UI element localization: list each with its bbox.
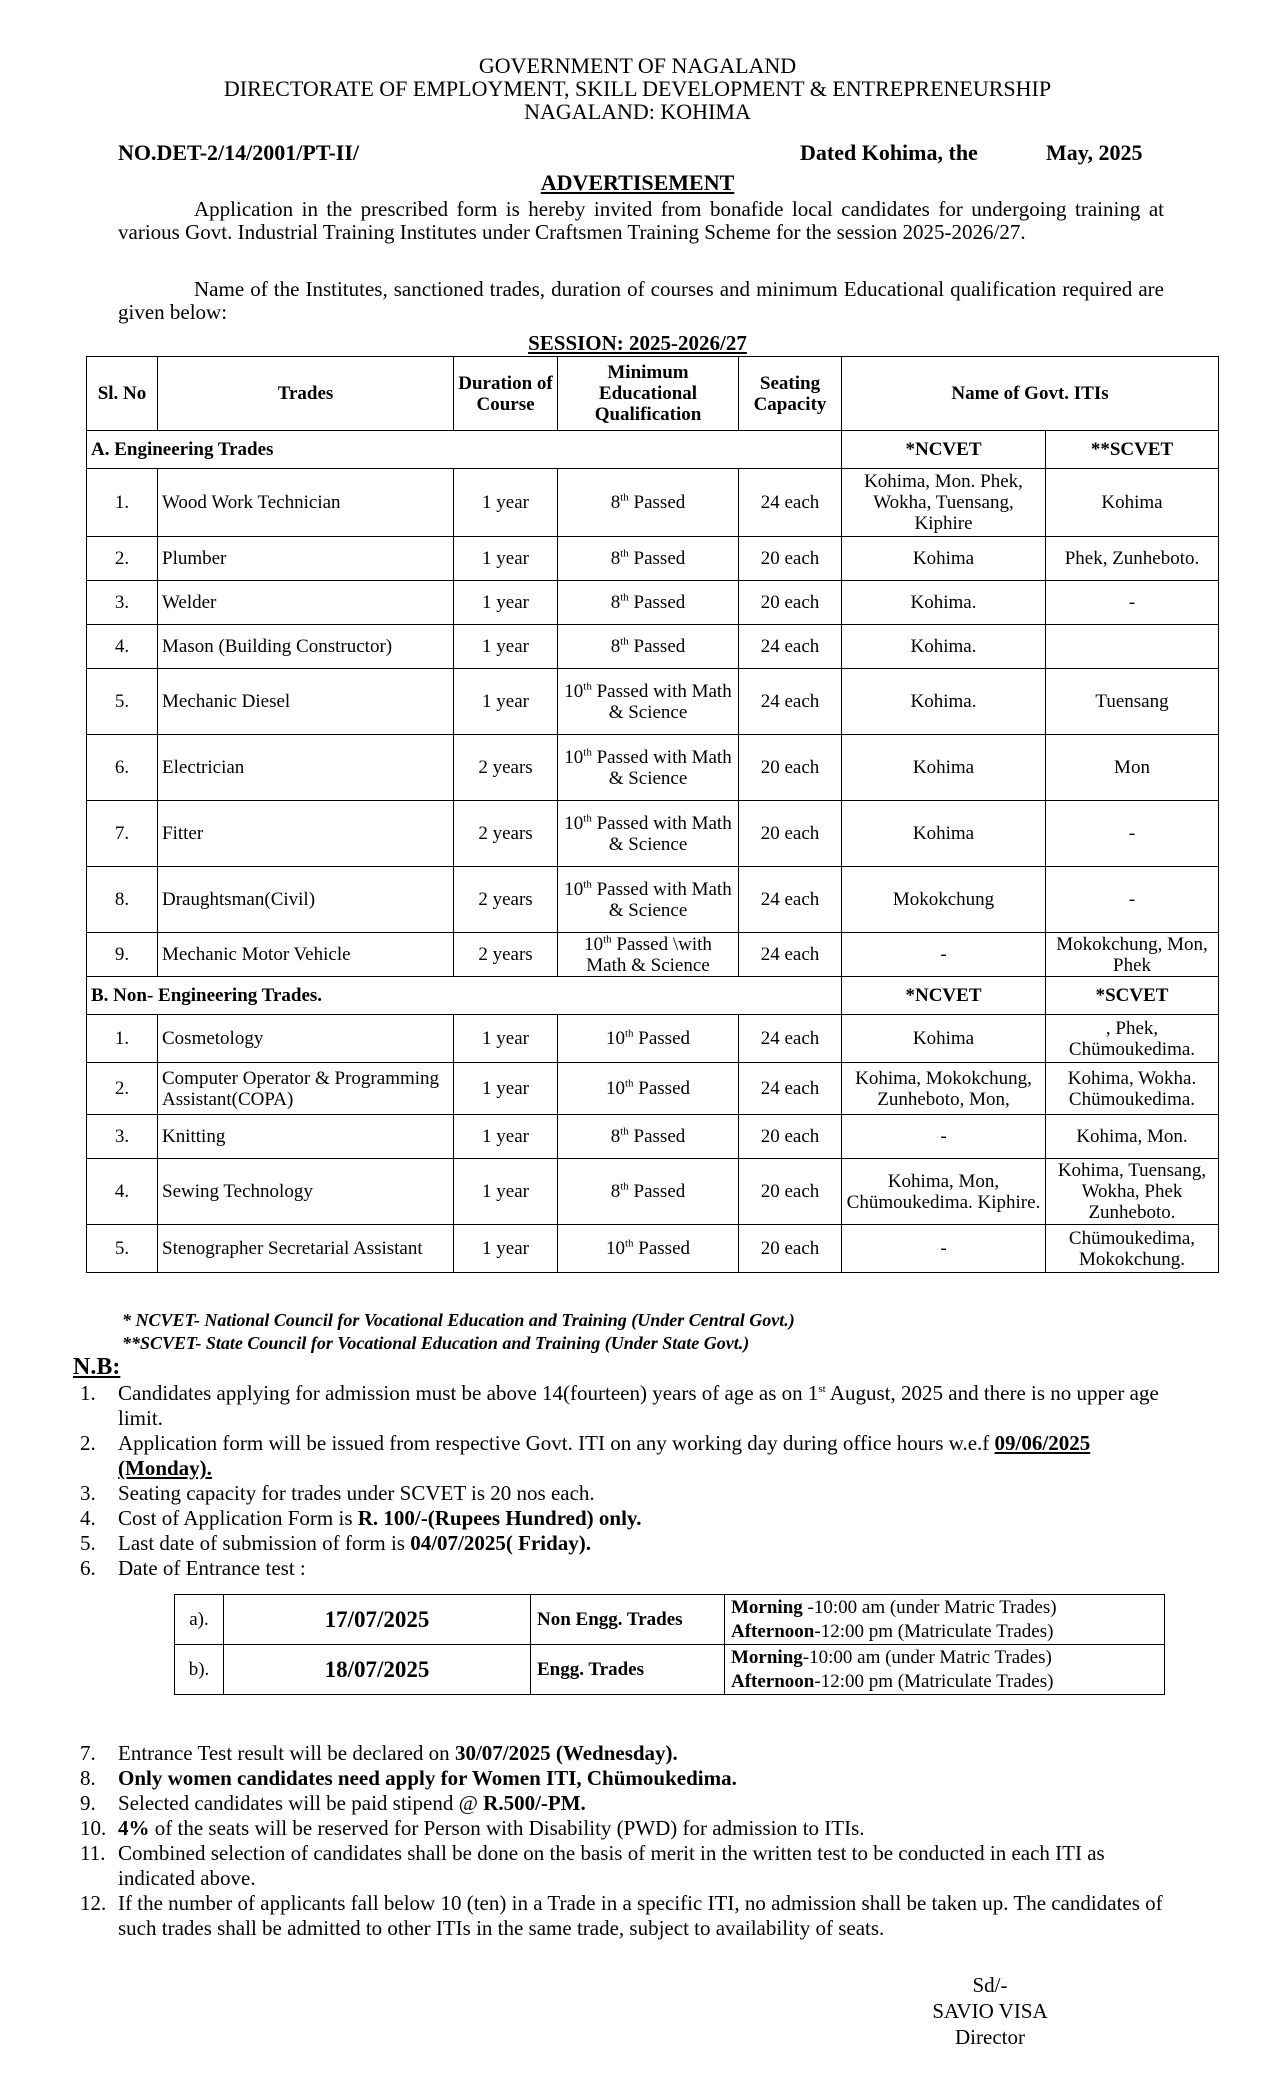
afternoon-text: -12:00 pm (Matriculate Trades) — [814, 1670, 1054, 1692]
cell-seats: 20 each — [739, 537, 842, 581]
cell-duration: 1 year — [454, 1115, 558, 1159]
qual-number: 8 — [610, 1181, 621, 1202]
cell-qualification — [558, 537, 739, 581]
cell-duration: 1 year — [454, 625, 558, 669]
qual-text: Passed — [628, 492, 686, 513]
note-text: Candidates applying for admission must be above 14(fourteen) years of age as on 1 — [118, 1381, 819, 1405]
qual-sup: th — [620, 547, 629, 560]
cell-sl: 8. — [87, 867, 158, 933]
cell-seats: 20 each — [739, 581, 842, 625]
cell-scvet: - — [1046, 801, 1219, 867]
qual-text: Passed with Math & Science — [591, 680, 732, 723]
entrance-date: 17/07/2025 — [224, 1595, 531, 1645]
cell-qualification — [558, 1063, 739, 1115]
note-bold: 09/06/2025 (Monday). — [118, 1431, 1091, 1480]
reference-number: NO.DET-2/14/2001/PT-II/ — [118, 140, 360, 165]
intro-paragraph-2: Name of the Institutes, sanctioned trades, duration of courses and minimum Educational qualification required are given below: — [118, 277, 1164, 324]
cell-sl: 2. — [87, 1063, 158, 1115]
morning-label: Morning — [731, 1596, 803, 1618]
qual-sup: th — [583, 878, 592, 891]
cell-duration: 1 year — [454, 669, 558, 735]
cell-scvet — [1046, 625, 1219, 669]
note-number: 1. — [80, 1381, 96, 1405]
qual-text: Passed — [628, 1181, 686, 1202]
group-label-non-engineering — [87, 977, 842, 1015]
cell-seats: 24 each — [739, 469, 842, 537]
table-row — [87, 669, 1219, 735]
note-number: 12. — [80, 1891, 107, 1915]
cell-ncvet: Kohima, Mokokchung, Zunheboto, Mon, — [842, 1063, 1046, 1115]
note-text: of the seats will be reserved for Person with Disability (PWD) for admission to ITIs. — [149, 1816, 865, 1840]
table-row — [87, 735, 1219, 801]
qual-number: 10 — [564, 812, 584, 834]
cell-trade: Wood Work Technician — [158, 469, 454, 537]
govt-title: GOVERNMENT OF NAGALAND — [478, 53, 797, 78]
engineering-rows — [87, 469, 1219, 977]
note-text: Selected candidates will be paid stipend @ — [118, 1791, 484, 1815]
cell-trade: Computer Operator & Programming Assistant(COPA) — [158, 1063, 454, 1115]
qual-sup: th — [620, 635, 629, 648]
table-row — [87, 469, 1219, 537]
note-number: 4. — [80, 1506, 96, 1530]
non-engineering-rows — [87, 1015, 1219, 1273]
cell-trade: Stenographer Secretarial Assistant — [158, 1225, 454, 1273]
cell-scvet: Mokokchung, Mon, Phek — [1046, 933, 1219, 977]
entrance-trades: Non Engg. Trades — [531, 1595, 725, 1645]
group-label-dot: . — [317, 985, 323, 1006]
qual-text: Passed — [628, 592, 686, 613]
afternoon-line — [731, 1620, 1158, 1644]
qual-sup: th — [624, 1027, 634, 1040]
cell-seats: 20 each — [739, 801, 842, 867]
cell-qualification — [558, 801, 739, 867]
cell-seats: 24 each — [739, 669, 842, 735]
cell-ncvet: - — [842, 933, 1046, 977]
entrance-timing — [725, 1595, 1165, 1645]
note-number: 6. — [80, 1556, 96, 1580]
cell-sl: 3. — [87, 1115, 158, 1159]
cell-ncvet: Kohima. — [842, 669, 1046, 735]
qual-sup: th — [624, 1237, 634, 1250]
afternoon-label: Afternoon — [731, 1620, 815, 1642]
cell-qualification — [558, 1015, 739, 1063]
cell-sl: 5. — [87, 1225, 158, 1273]
qual-sup: th — [603, 933, 612, 946]
cell-scvet: Kohima, Wokha. Chümoukedima. — [1046, 1063, 1219, 1115]
cell-scvet: Kohima, Tuensang, Wokha, Phek Zunheboto. — [1046, 1159, 1219, 1225]
cell-scvet: - — [1046, 581, 1219, 625]
cell-ncvet: - — [842, 1225, 1046, 1273]
morning-label: Morning — [731, 1646, 803, 1668]
col-header-duration: Duration of Course — [454, 357, 558, 431]
letterhead — [0, 54, 1275, 123]
qual-number: 10 — [564, 680, 584, 702]
directorate-title: DIRECTORATE OF EMPLOYMENT, SKILL DEVELOPMENT & ENTREPRENEURSHIP — [223, 76, 1052, 101]
group-row-engineering — [87, 431, 1219, 469]
intro-paragraph-1: Application in the prescribed form is hereby invited from bonafide local candidates for undergoing training at various Govt. Industrial Training Institutes under Craftsmen Training Scheme for the session 2025-2026/27. — [118, 197, 1164, 244]
cell-duration: 2 years — [454, 867, 558, 933]
cell-ncvet: Kohima. — [842, 625, 1046, 669]
cell-scvet: Kohima, Mon. — [1046, 1115, 1219, 1159]
group-row-non-engineering — [87, 977, 1219, 1015]
qual-number: 8 — [610, 492, 621, 513]
footnote-scvet: **SCVET- State Council for Vocational Education and Training (Under State Govt.) — [122, 1333, 750, 1353]
cell-duration: 1 year — [454, 537, 558, 581]
note-text: Combined selection of candidates shall be done on the basis of merit in the written test to be conducted in each ITI as indicated above. — [118, 1841, 1105, 1890]
col-header-itis: Name of Govt. ITIs — [842, 357, 1219, 431]
ncvet-header: *NCVET — [842, 431, 1046, 469]
note-text: Entrance Test result will be declared on — [118, 1741, 455, 1765]
entrance-index: b). — [175, 1645, 224, 1695]
note-number: 5. — [80, 1531, 96, 1555]
table-row — [87, 933, 1219, 977]
qual-text: Passed \with Math & Science — [586, 933, 712, 976]
note-item — [70, 1841, 1164, 1891]
qual-number: 8 — [610, 592, 621, 613]
table-row — [87, 1115, 1219, 1159]
cell-qualification — [558, 1159, 739, 1225]
qual-sup: th — [620, 1125, 629, 1138]
qual-sup: th — [620, 591, 629, 604]
cell-sl: 2. — [87, 537, 158, 581]
qual-number: 8 — [610, 548, 621, 569]
entrance-timing — [725, 1645, 1165, 1695]
cell-trade: Welder — [158, 581, 454, 625]
dated-value: May, 2025 — [1046, 140, 1143, 165]
qual-number: 8 — [610, 636, 621, 657]
table-row — [87, 801, 1219, 867]
entrance-row — [175, 1645, 1165, 1695]
col-header-seating: Seating Capacity — [739, 357, 842, 431]
col-header-sl: Sl. No — [87, 357, 158, 431]
note-item — [70, 1816, 1164, 1841]
qual-text: Passed — [628, 1126, 686, 1147]
note-sup: st — [818, 1383, 826, 1395]
cell-duration: 2 years — [454, 801, 558, 867]
note-number: 2. — [80, 1431, 96, 1455]
cell-trade: Electrician — [158, 735, 454, 801]
morning-line — [731, 1646, 1158, 1670]
table-row — [87, 1015, 1219, 1063]
table-row — [87, 1159, 1219, 1225]
cell-trade: Sewing Technology — [158, 1159, 454, 1225]
cell-trade: Mason (Building Constructor) — [158, 625, 454, 669]
note-bold: 30/07/2025 (Wednesday). — [454, 1741, 678, 1765]
cell-duration: 1 year — [454, 1159, 558, 1225]
table-row — [87, 1225, 1219, 1273]
cell-sl: 3. — [87, 581, 158, 625]
cell-seats: 24 each — [739, 933, 842, 977]
notes-list-top — [70, 1381, 1164, 1581]
note-item — [70, 1531, 1164, 1556]
qual-number: 8 — [610, 1126, 621, 1147]
cell-ncvet: Kohima, Mon, Chümoukedima. Kiphire. — [842, 1159, 1046, 1225]
cell-qualification — [558, 1115, 739, 1159]
cell-qualification — [558, 867, 739, 933]
cell-sl: 1. — [87, 1015, 158, 1063]
qual-sup: th — [583, 812, 592, 825]
cell-seats: 24 each — [739, 867, 842, 933]
cell-scvet: , Phek, Chümoukedima. — [1046, 1015, 1219, 1063]
note-bold: Only women candidates need apply for Women ITI, Chümoukedima. — [118, 1766, 737, 1790]
session-heading: SESSION: 2025-2026/27 — [528, 331, 747, 355]
table-row — [87, 581, 1219, 625]
cell-sl: 5. — [87, 669, 158, 735]
qual-sup: th — [583, 746, 592, 759]
note-item — [70, 1431, 1164, 1481]
cell-ncvet: Kohima — [842, 1015, 1046, 1063]
cell-duration: 1 year — [454, 581, 558, 625]
cell-qualification — [558, 625, 739, 669]
note-number: 3. — [80, 1481, 96, 1505]
cell-trade: Cosmetology — [158, 1015, 454, 1063]
entrance-trades: Engg. Trades — [531, 1645, 725, 1695]
cell-qualification — [558, 669, 739, 735]
cell-ncvet: Mokokchung — [842, 867, 1046, 933]
cell-sl: 4. — [87, 625, 158, 669]
cell-trade: Fitter — [158, 801, 454, 867]
afternoon-line — [731, 1670, 1158, 1694]
scvet-header: **SCVET — [1046, 431, 1219, 469]
qual-text: Passed — [633, 1078, 691, 1099]
cell-seats: 20 each — [739, 1159, 842, 1225]
note-number: 8. — [80, 1766, 96, 1790]
afternoon-label: Afternoon — [731, 1670, 815, 1692]
note-bold: 04/07/2025( Friday). — [410, 1531, 592, 1555]
cell-scvet: - — [1046, 867, 1219, 933]
qual-text: Passed — [633, 1028, 691, 1049]
document-title: ADVERTISEMENT — [540, 170, 735, 195]
cell-seats: 24 each — [739, 1015, 842, 1063]
signature-title: Director — [955, 2025, 1025, 2049]
entrance-index: a). — [175, 1595, 224, 1645]
qual-number: 10 — [605, 1078, 625, 1099]
note-text: Application form will be issued from respective Govt. ITI on any working day during office hours w.e.f — [118, 1431, 995, 1455]
cell-sl: 1. — [87, 469, 158, 537]
note-number: 11. — [80, 1841, 106, 1865]
table-row — [87, 1063, 1219, 1115]
note-number: 10. — [80, 1816, 107, 1840]
cell-trade: Mechanic Motor Vehicle — [158, 933, 454, 977]
cell-trade: Mechanic Diesel — [158, 669, 454, 735]
note-item — [70, 1481, 1164, 1506]
table-row — [87, 625, 1219, 669]
table-row — [87, 867, 1219, 933]
cell-seats: 20 each — [739, 1225, 842, 1273]
note-number: 9. — [80, 1791, 96, 1815]
entrance-row — [175, 1595, 1165, 1645]
qual-sup: th — [583, 680, 592, 693]
cell-sl: 7. — [87, 801, 158, 867]
note-item — [70, 1791, 1164, 1816]
ncvet-header-b: *NCVET — [842, 977, 1046, 1015]
cell-ncvet: Kohima, Mon. Phek, Wokha, Tuensang, Kiphire — [842, 469, 1046, 537]
note-text: August, 2025 and there is no upper age limit. — [118, 1381, 1159, 1430]
cell-trade: Knitting — [158, 1115, 454, 1159]
table-header-row — [87, 357, 1219, 431]
qual-number: 10 — [605, 1028, 625, 1049]
nb-heading: N.B: — [73, 1354, 121, 1380]
cell-duration: 1 year — [454, 1225, 558, 1273]
notes-list-bottom — [70, 1741, 1164, 1941]
qual-number: 10 — [564, 746, 584, 768]
dated-label: Dated Kohima, the — [800, 140, 978, 165]
qual-number: 10 — [584, 933, 604, 955]
note-bold: R.500/-PM. — [483, 1791, 586, 1815]
cell-duration: 1 year — [454, 469, 558, 537]
qual-sup: th — [620, 1180, 629, 1193]
qual-text: Passed — [633, 1238, 691, 1259]
footnote-ncvet: * NCVET- National Council for Vocational Education and Training (Under Central Govt.) — [122, 1310, 795, 1330]
cell-scvet: Phek, Zunheboto. — [1046, 537, 1219, 581]
qual-text: Passed — [628, 548, 686, 569]
group-label-text: B. Non- Engineering Trades — [91, 985, 318, 1006]
entrance-date: 18/07/2025 — [224, 1645, 531, 1695]
cell-ncvet: Kohima. — [842, 581, 1046, 625]
table-row — [87, 537, 1219, 581]
cell-ncvet: - — [842, 1115, 1046, 1159]
cell-trade: Draughtsman(Civil) — [158, 867, 454, 933]
col-header-qualification: Minimum Educational Qualification — [558, 357, 739, 431]
cell-sl: 9. — [87, 933, 158, 977]
note-item — [70, 1556, 1164, 1581]
morning-text: -10:00 am (under Matric Trades) — [802, 1646, 1052, 1668]
cell-scvet: Chümoukedima, Mokokchung. — [1046, 1225, 1219, 1273]
qual-text: Passed with Math & Science — [591, 746, 732, 789]
note-number: 7. — [80, 1741, 96, 1765]
cell-seats: 24 each — [739, 625, 842, 669]
cell-seats: 20 each — [739, 735, 842, 801]
cell-sl: 6. — [87, 735, 158, 801]
scvet-header-b: *SCVET — [1046, 977, 1219, 1015]
col-header-trades: Trades — [158, 357, 454, 431]
note-item — [70, 1766, 1164, 1791]
cell-ncvet: Kohima — [842, 735, 1046, 801]
note-item — [70, 1741, 1164, 1766]
cell-seats: 20 each — [739, 1115, 842, 1159]
note-item — [70, 1891, 1164, 1941]
note-bold: R. 100/-(Rupees Hundred) only. — [357, 1506, 642, 1530]
note-text: Date of Entrance test : — [118, 1556, 306, 1580]
qual-text: Passed with Math & Science — [591, 878, 732, 921]
cell-duration: 1 year — [454, 1063, 558, 1115]
cell-duration: 2 years — [454, 735, 558, 801]
cell-duration: 2 years — [454, 933, 558, 977]
qual-number: 10 — [564, 878, 584, 900]
trades-table — [86, 356, 1219, 1273]
cell-scvet: Tuensang — [1046, 669, 1219, 735]
cell-qualification — [558, 735, 739, 801]
afternoon-text: -12:00 pm (Matriculate Trades) — [814, 1620, 1054, 1642]
signature-name: SAVIO VISA — [932, 1999, 1048, 2023]
entrance-rows — [175, 1595, 1165, 1695]
cell-trade: Plumber — [158, 537, 454, 581]
qual-text: Passed — [628, 636, 686, 657]
note-bold: 4% — [118, 1816, 150, 1840]
qual-sup: th — [620, 491, 629, 504]
note-item — [70, 1381, 1164, 1431]
cell-qualification — [558, 933, 739, 977]
qual-text: Passed with Math & Science — [591, 812, 732, 855]
note-text: Last date of submission of form is — [118, 1531, 411, 1555]
qual-sup: th — [624, 1077, 634, 1090]
cell-sl: 4. — [87, 1159, 158, 1225]
entrance-test-table — [174, 1594, 1165, 1695]
cell-ncvet: Kohima — [842, 537, 1046, 581]
signature-sd: Sd/- — [972, 1973, 1008, 1997]
cell-seats: 24 each — [739, 1063, 842, 1115]
note-text: Seating capacity for trades under SCVET is 20 nos each. — [118, 1481, 595, 1505]
location-title: NAGALAND: KOHIMA — [524, 99, 751, 124]
note-item — [70, 1506, 1164, 1531]
group-label-engineering: A. Engineering Trades — [87, 431, 842, 469]
cell-ncvet: Kohima — [842, 801, 1046, 867]
cell-qualification — [558, 469, 739, 537]
cell-duration: 1 year — [454, 1015, 558, 1063]
cell-qualification — [558, 581, 739, 625]
note-text: If the number of applicants fall below 10 (ten) in a Trade in a specific ITI, no admission shall be taken up. The candidates of such trades shall be admitted to other ITIs in the same trade, subject to availability of seats. — [118, 1891, 1163, 1940]
qual-number: 10 — [605, 1238, 625, 1259]
morning-text: -10:00 am (under Matric Trades) — [802, 1596, 1057, 1618]
morning-line — [731, 1596, 1158, 1620]
cell-qualification — [558, 1225, 739, 1273]
cell-scvet: Kohima — [1046, 469, 1219, 537]
cell-scvet: Mon — [1046, 735, 1219, 801]
note-text: Cost of Application Form is — [118, 1506, 358, 1530]
